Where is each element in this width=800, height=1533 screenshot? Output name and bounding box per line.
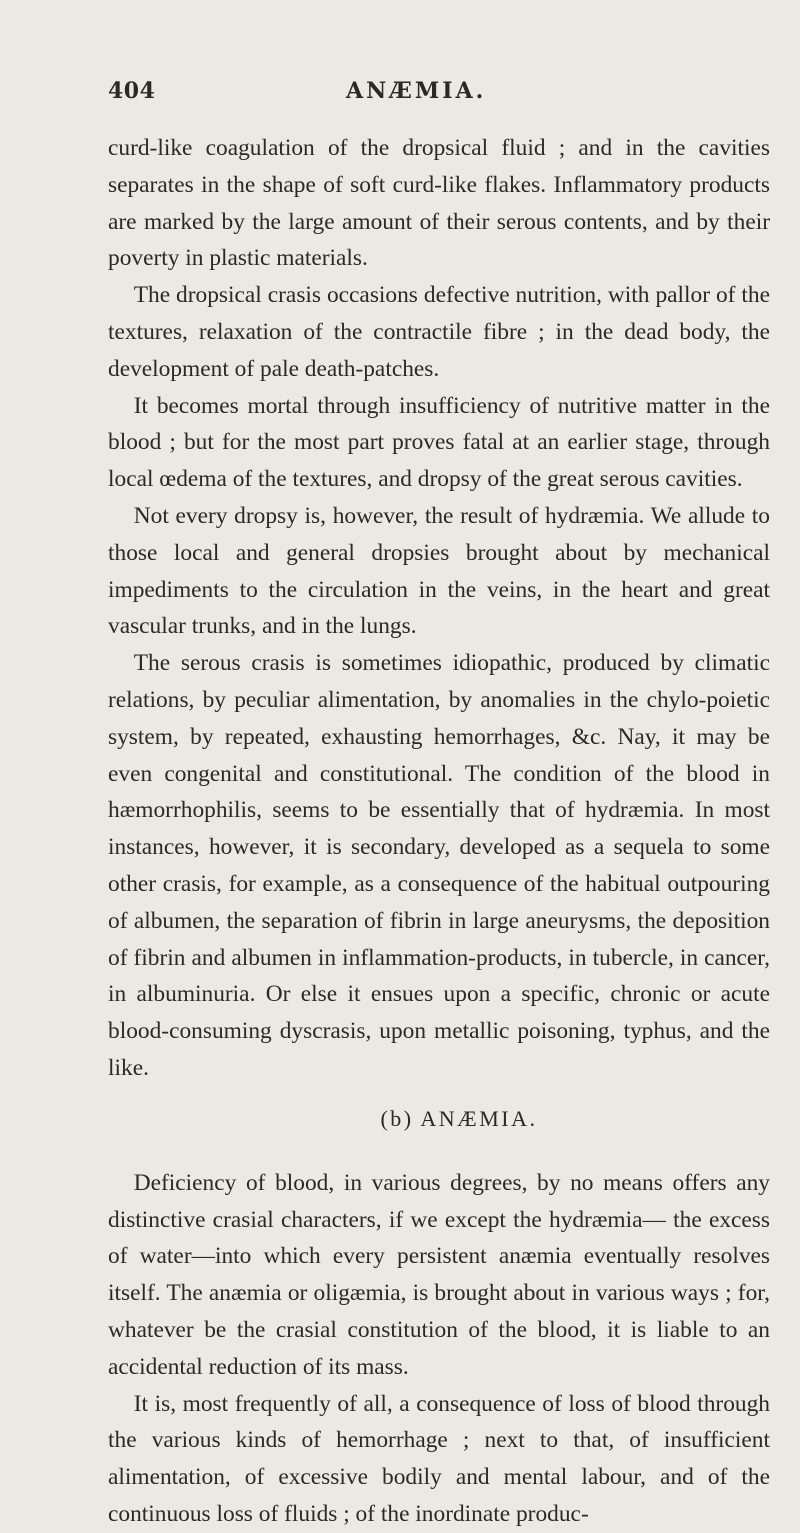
running-head bbox=[108, 78, 770, 108]
paragraph: Not every dropsy is, however, the result of hydræmia. We allude to those local and general dropsies brought about by mechanical impediments to the circulation in the veins, in the heart and great vascular trunks, and in the lungs. bbox=[108, 502, 770, 640]
paragraph: It is, most frequently of all, a consequence of loss of blood through the various kinds of hemorrhage ; next to that, of insufficient alimentation, of excessive bodily and mental labour, and of the continuous loss of fluids ; of the inordinate produc- bbox=[108, 1390, 770, 1527]
paragraph: It becomes mortal through insufficiency of nutritive matter in the blood ; but for the most part proves fatal at an earlier stage, through local œdema of the textures, and dropsy of the great serous cavities. bbox=[108, 392, 770, 493]
section-heading: (b) ANÆMIA. bbox=[380, 1105, 538, 1131]
paragraph: The serous crasis is sometimes idiopathic, produced by climatic relations, by peculiar alimentation, by anomalies in the chylo-poietic system, by repeated, exhausting hemorrhages, &c. Nay, it may be even congenital and constitutional. The condition of the blood in hæmorrhophilis, seems to be essentially that of hydræmia. In most instances, however, it is secondary, developed as a sequela to some other crasis, for example, as a consequence of the habitual outpouring of albumen, the separation of fibrin in large aneurysms, the deposition of fibrin and albumen in inflammation-products, in tubercle, in cancer, in albuminuria. Or else it ensues upon a specific, chronic or acute blood-consuming dyscrasis, upon metallic poisoning, typhus, and the like. bbox=[108, 650, 770, 1081]
page-number: 404 bbox=[108, 78, 156, 104]
paragraph: curd-like coagulation of the dropsical fluid ; and in the cavities separates in the shape of soft curd-like flakes. Inflammatory products are marked by the large amount of their serous contents, and by their poverty in plastic materials. bbox=[108, 135, 770, 272]
running-title: ANÆMIA. bbox=[346, 78, 487, 104]
paragraph: The dropsical crasis occasions defective nutrition, with pallor of the textures, relaxation of the contractile fibre ; in the dead body, the development of pale death-patches. bbox=[108, 282, 770, 382]
body-text bbox=[108, 130, 770, 1533]
paragraph: Deficiency of blood, in various degrees, by no means offers any distinctive crasial characters, if we except the hydræmia— the excess of water—into which every persistent anæmia eventually resolves itself. The anæmia or oligæmia, is brought about in various ways ; for, whatever be the crasial constitution of the blood, it is liable to an accidental reduction of its mass. bbox=[108, 1169, 770, 1380]
